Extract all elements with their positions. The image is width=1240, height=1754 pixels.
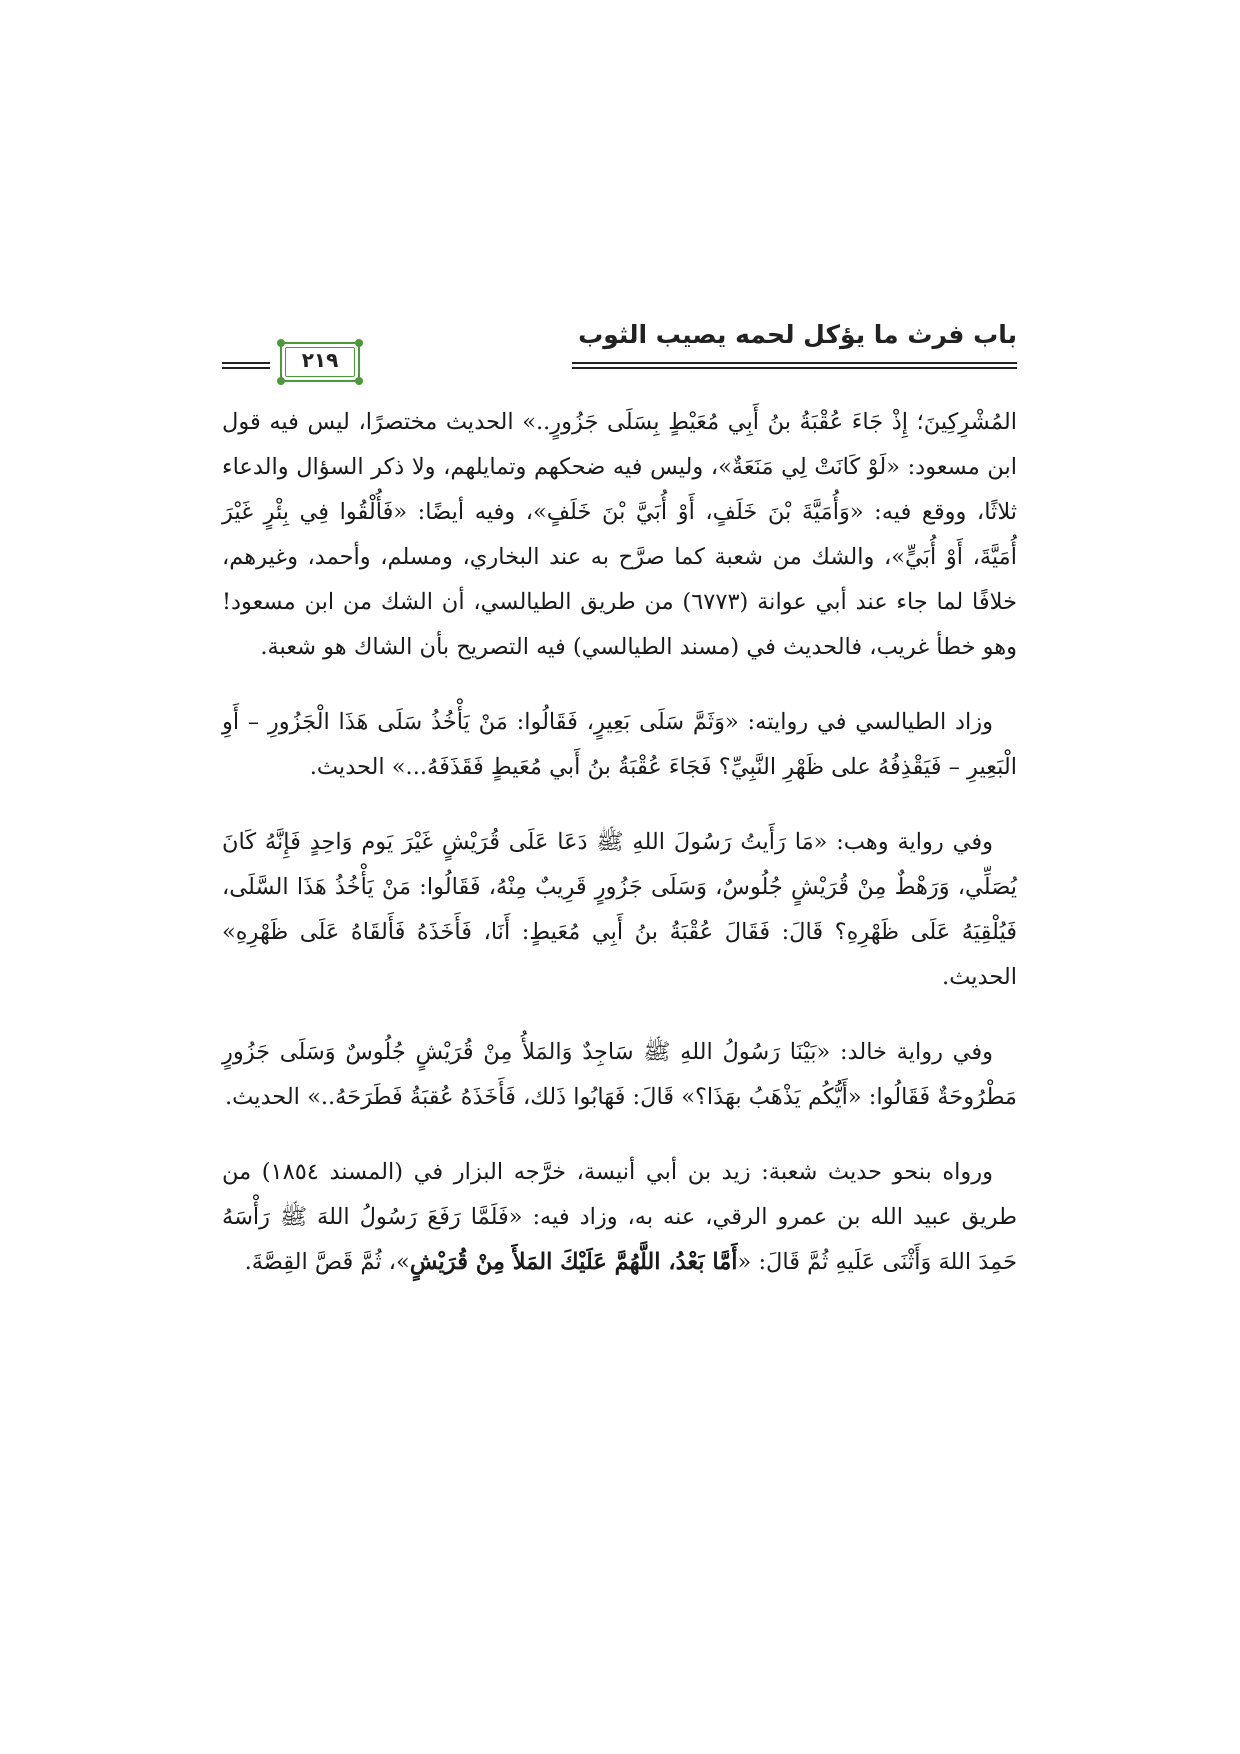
paragraph-5-text: ورواه بنحو حديث شعبة: زيد بن أبي أنيسة، خرَّجه البزار في (المسند ١٨٥٤) من طريق عبيد الله بن عمرو الرقي، عنه به، وزاد فيه: «فَلَمَّا رَفَعَ رَسُولُ اللهَ ﷺ رَأْسَهُ حَمِدَ اللهَ وَأَثْنَى عَلَيهِ ثُمَّ قَالَ: « bbox=[222, 1159, 1017, 1275]
ornament-corner bbox=[277, 377, 285, 385]
paragraph-5-end: »، ثُمَّ قَصَّ القِصَّةَ. bbox=[244, 1249, 410, 1275]
ornament-corner bbox=[277, 339, 285, 347]
paragraph-2: وزاد الطيالسي في روايته: «وَثَمَّ سَلَى بَعِيرٍ، فَقَالُوا: مَنْ يَأْخُذُ سَلَى هَذَا الْجَزُورِ – أَوِ الْبَعِيرِ – فَيَقْذِفُهُ على ظَهْرِ النَّبِيِّ؟ فَجَاءَ عُقْبَةُ بنُ أَبي مُعَيطٍ فَقَذَفَهُ...» الحديث. bbox=[222, 709, 1017, 780]
header-rule-short bbox=[222, 362, 270, 369]
page-number: ٢١٩ bbox=[301, 348, 339, 372]
chapter-title: باب فرث ما يؤكل لحمه يصيب الثوب bbox=[578, 320, 1017, 349]
prophetic-quote: أَمَّا بَعْدُ، اللَّهُمَّ عَلَيْكَ المَلأَ مِنْ قُرَيْشٍ bbox=[409, 1249, 738, 1275]
page-number-ornament bbox=[280, 342, 360, 382]
page-body bbox=[222, 400, 1017, 1315]
ornament-corner bbox=[355, 377, 363, 385]
paragraph-3: وفي رواية وهب: «مَا رَأَيتُ رَسُولَ اللهِ ﷺ دَعَا عَلَى قُرَيْشٍ غَيْرَ يَوم وَاحِدٍ فَإِنَّهُ كَانَ يُصَلِّي، وَرَهْطٌ مِنْ قُرَيْشٍ جُلُوسٌ، وَسَلَى جَزُورٍ قَرِيبٌ مِنْهُ، فَقَالُوا: مَنْ يَأْخُذُ هَذَا السَّلَى، فَيُلْقِيَهُ عَلَى ظَهْرِهِ؟ قَالَ: فَقَالَ عُقْبَةُ بنُ أَبِي مُعَيطٍ: أَنَا، فَأَخَذَهُ فَأَلقَاهُ عَلَى ظَهْرِهِ» الحديث. bbox=[222, 829, 1017, 990]
paragraph-5 bbox=[222, 1150, 1017, 1285]
header-rule bbox=[572, 362, 1017, 369]
page-header bbox=[222, 320, 1017, 386]
ornament-corner bbox=[355, 339, 363, 347]
paragraph-1: المُشْرِكِينَ؛ إِذْ جَاءَ عُقْبَةُ بنُ أَبِي مُعَيْطٍ بِسَلَى جَزُورٍ..» الحديث مختصرًا، ليس فيه قول ابن مسعود: «لَوْ كَانَتْ لِي مَنَعَةٌ»، وليس فيه ضحكهم وتمايلهم، ولا ذكر السؤال والدعاء ثلاثًا، ووقع فيه: «وَأُمَيَّةَ بْنَ خَلَفٍ، أَوْ أُبَيَّ بْنَ خَلَفٍ»، وفيه أيضًا: «فَأُلْقُوا فِي بِئْرٍ غَيْرَ أُمَيَّةَ، أَوْ أُبَيٍّ»، والشك من شعبة كما صرَّح به عند البخاري، ومسلم، وأحمد، وغيرهم، خلافًا لما جاء عند أبي عوانة (٦٧٧٣) من طريق الطيالسي، أن الشك من ابن مسعود! وهو خطأ غريب، فالحديث في (مسند الطيالسي) فيه التصريح بأن الشاك هو شعبة. bbox=[222, 409, 1017, 660]
paragraph-4: وفي رواية خالد: «بَيْنَا رَسُولُ اللهِ ﷺ سَاجِدٌ وَالمَلأُ مِنْ قُرَيْشٍ جُلُوسٌ وَسَلَى جَزُورٍ مَطْرُوحَةٌ فَقَالُوا: «أَيُّكُم يَذْهَبُ بهَذَا؟» قَالَ: فَهَابُوا ذَلك، فَأَخَذَهُ عُقبَةُ فَطَرَحَهُ..» الحديث. bbox=[222, 1039, 1017, 1110]
